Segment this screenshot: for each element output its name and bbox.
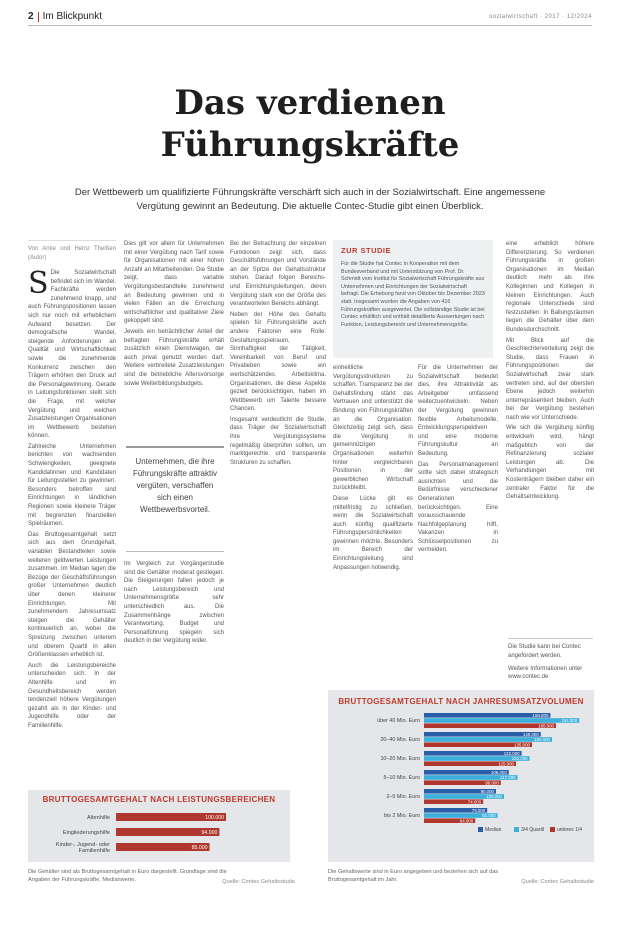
paragraph: Diese Lücke gilt es mittelfristig zu schließen, wenn die Sozialwirtschaft auch künftig qualifizierte Führungspersönlichkeiten gewinnen möchte. Besonders im Bereich der Einrichtungsleitung sind Anpassungen notwendig. xyxy=(333,495,413,571)
paragraph: Das Bruttogesamtgehalt setzt sich aus dem Grundgehalt, variablen Bestandteilen sowie weiteren geldwerten Leistungen zusammen. Im Median lagen die Bezüge der Geschäftsführungen großer Unternehmen deutlich über denen kleinerer Einrichtungen. Mit zunehmendem Jahresumsatz steigen die Gehälter kontinuierlich an, wobei die Spreizung zwischen unterem und oberem Quartil in allen Größenklassen erheblich ist. xyxy=(28,531,116,659)
paragraph: Neben der Höhe des Gehalts spielen für Führungskräfte auch andere Faktoren eine Rolle: Gestaltungsspielraum, Sinnhaftigkeit der Tätigkeit, Vereinbarkeit von Beruf und Privatleben sowie ein wertschätzendes Arbeitsklima. Organisationen, die diese Aspekte gezielt berücksichtigen, haben im Wettbewerb um Talente bessere Chancen. xyxy=(230,311,326,413)
legend-swatch xyxy=(514,827,519,832)
value-label: 100.000 xyxy=(205,815,224,821)
legend-label: unteres 1/4 xyxy=(557,827,583,833)
value-label: 132.000 xyxy=(511,756,528,762)
value-label: 79.000 xyxy=(471,808,486,813)
value-label: 117.000 xyxy=(500,775,516,781)
paragraph: Die Sozialwirtschaft befindet sich im Wandel. Fachkräfte werden zunehmend knapp, und auch Führungspositionen lassen sich nur noch mit erheblichem Aufwand besetzen. Der demografische Wandel, steigende Anforderungen an Qualität und Wirtschaftlichkeit sowie die zunehmende Konkurrenz zwischen den Trägern erhöhen den Druck auf die Personalgewinnung. Gerade in Leitungsfunktionen stellt sich die Frage, mit welcher Vergütung und welchen Zusatzleistungen Organisationen im Wettbewerb bestehen können. xyxy=(28,270,116,440)
paragraph: Das Personalmanagement sollte sich dabei strategisch ausrichten und die Bedürfnisse verschiedener Generationen berücksichtigen. Eine vorausschauende Nachfolgeplanung hilft, Vakanzen in Schlüsselpositionen zu vermeiden. xyxy=(418,461,498,554)
value-label: 194.000 xyxy=(561,718,578,724)
value-label: 100.000 xyxy=(486,794,502,800)
legend-label: 3/4 Quartil xyxy=(521,827,545,833)
category-label: Familienhilfe xyxy=(78,848,110,854)
paragraph: Jeweils ein beträchtlicher Anteil der befragten Führungskräfte erhält zusätzlich einen Dienstwagen, der auch privat genutzt werden darf. Weitere verbreitete Zusatzleistungen sind die betriebliche Altersvorsorge sowie Weiterbildungsbudgets. xyxy=(124,328,224,387)
paragraph: Bei der Betrachtung der einzelnen Funktionen zeigt sich, dass Geschäftsführungen und Vorstände an der Spitze der Gehaltsstruktur stehen. Darauf folgen Bereichs- und Einrichtungsleitungen, deren Vergütung stark von der Größe des verantworteten Bereichs abhängt. xyxy=(230,241,326,308)
header-left xyxy=(28,11,102,22)
value-label: 106.000 xyxy=(490,770,507,775)
legend-swatch xyxy=(478,827,483,832)
value-label: 160.000 xyxy=(534,737,550,743)
chart-title: BRUTTOGESAMTGEHALT NACH JAHRESUMSATZVOLUMEN xyxy=(338,697,584,706)
side-note-text: Die Studie kann bei Contec angefordert werden. xyxy=(508,644,581,659)
info-box-title: ZUR STUDIE xyxy=(341,246,391,255)
paragraph: Im Vergleich zur Vorgängerstudie sind die Gehälter moderat gestiegen. Die Steigerungen fallen jedoch je nach Leistungsbereich und Unternehmensgröße sehr unterschiedlich aus. Die Zusammenhänge zwischen Verantwortung, Budget und Personalführung spiegeln sich deutlich in der Vergütung wider. xyxy=(124,561,224,645)
chart-leistungsbereiche xyxy=(28,790,290,862)
value-label: 135.000 xyxy=(514,742,530,748)
paragraph: Für die Unternehmen der Sozialwirtschaft bedeutet dies, ihre Attraktivität als Arbeitgeber umfassend weiterzuentwickeln. Neben der Vergütung gewinnen flexible Arbeitsmodelle, Entwicklungsperspektiven und eine moderne Führungskultur an Bedeutung. xyxy=(418,365,498,457)
value-label: 94.000 xyxy=(201,830,218,836)
article-column-4 xyxy=(333,364,413,666)
bar-median xyxy=(424,713,550,718)
value-label: 122.000 xyxy=(503,751,520,756)
legend-swatch xyxy=(550,827,555,832)
paragraph: eine erheblich höhere Differenzierung. So verdienen Führungskräfte in großen Organisationen im Median deutlich mehr als ihre Kolleginnen und Kollegen in kleinen Einrichtungen. Auch regionale Unterschiede sind festzustellen: In Ballungsräumen liegen die Gehälter über dem Bundesdurchschnitt. xyxy=(506,241,594,333)
article-column-2-bottom xyxy=(124,560,224,778)
running-header xyxy=(28,8,592,26)
chart-left-credit: Quelle: Contec Gehaltsstudie xyxy=(222,879,295,885)
chart-jahresumsatz xyxy=(328,690,594,862)
paragraph: Dies gilt vor allem für Unternehmen mit einer Vergütung nach Tarif sowie für Organisationen mit einer hohen Anzahl an Mitarbeitenden. Die Studie zeigt, dass variable Vergütungsbestandteile zunehmend an Bedeutung gewinnen und in vielen Fällen an die Erreichung wirtschaftlicher und qualitativer Ziele gekoppelt sind. xyxy=(124,241,224,325)
value-label: 64.000 xyxy=(459,818,474,824)
article-column-3 xyxy=(230,240,326,777)
value-label: 146.000 xyxy=(522,732,539,737)
category-label: 20–40 Mio. Euro xyxy=(380,737,420,743)
category-label: 5–10 Mio. Euro xyxy=(383,775,420,781)
category-label: Altenhilfe xyxy=(86,815,110,821)
chart-right-credit: Quelle: Contec Gehaltsstudie xyxy=(521,879,594,885)
paragraph: Mit Blick auf die Geschlechterverteilung zeigt die Studie, dass Frauen in Führungspositionen der Sozialwirtschaft zwar stark vertreten sind, auf der obersten Ebene jedoch weiterhin unterrepräsentiert bleiben. Auch bei der Vergütung bestehen nach wie vor Unterschiede. xyxy=(506,337,594,421)
category-label: Eingliederungshilfe xyxy=(62,830,110,836)
byline: Von Anke und Heinz Theißen (Autor) xyxy=(28,240,116,263)
category-label: über 40 Mio. Euro xyxy=(377,718,420,724)
bar-3-4-quartil xyxy=(424,718,579,723)
value-label: 85.000 xyxy=(191,845,208,851)
value-label: 158.000 xyxy=(532,713,549,718)
paragraph: Zahlreiche Unternehmen berichten von wachsenden Schwierigkeiten, geeignete Kandidatinnen und Kandidaten für Leitungsstellen zu gewinnen. Besonders betroffen sind Einrichtungen in ländlichen Regionen sowie kleinere Träger mit begrenzten finanziellen Spielräumen. xyxy=(28,443,116,528)
lead-paragraph: Der Wettbewerb um qualifizierte Führungskräfte verschärft sich auch in der Sozialwirtschaft. Eine angemessene Vergütung gewinnt an Bedeutung. Die aktuelle Contec-Studie gibt einen Überblick. xyxy=(74,187,546,212)
paragraph: Wie sich die Vergütung künftig entwickeln wird, hängt maßgeblich von der Refinanzierung sozialer Leistungen ab. Die Verhandlungen mit Kostenträgern bleiben daher ein zentraler Faktor für die Gehaltsentwicklung. xyxy=(506,425,594,501)
chart-left-svg xyxy=(28,805,290,862)
value-label: 74.000 xyxy=(467,799,482,805)
info-box-study xyxy=(333,240,493,358)
article-column-1 xyxy=(28,240,116,787)
value-label: 90.000 xyxy=(480,789,494,794)
paragraph: Auch die Leistungsbereiche unterscheiden sich: In der Altenhilfe und im Gesundheitsbereich werden tendenziell höhere Vergütungen gezahlt als in der Kinder- und Jugendhilfe oder der Familienhilfe. xyxy=(28,662,116,729)
side-note-text: Weitere Informationen unter www.contec.de xyxy=(508,665,583,681)
bar-unteres-1-4 xyxy=(424,723,556,728)
value-label: 165.000 xyxy=(538,723,554,729)
section-name: Im Blickpunkt xyxy=(42,11,103,22)
category-label: 10–20 Mio. Euro xyxy=(380,756,420,762)
drop-cap: S xyxy=(28,266,49,301)
value-label: 92.000 xyxy=(482,813,496,819)
info-box-text: Für die Studie hat Contec in Kooperation mit dem Bundesverband und mit Unterstützung von Prof. Dr. Schmidt vom Institut für Sozialwirtschaft Führungskräfte aus Unternehmen und Einrichtungen der Sozialwirtschaft befragt. Die Erhebung fand von Oktober bis Dezember 2023 statt. Insgesamt wurden die Angaben von 416 Führungskräften ausgewertet. Die vollständige Studie ist bei Contec erhältlich und enthält detaillierte Auswertungen nach Funktion, Leistungsbereich und Unternehmensgröße. xyxy=(341,261,485,328)
value-label: 96.000 xyxy=(485,780,499,786)
chart-right-svg xyxy=(328,707,594,847)
bar-3-4-quartil xyxy=(424,737,552,742)
category-label: bis 2 Mio. Euro xyxy=(384,813,420,819)
column-1-text xyxy=(28,266,116,730)
pull-quote: Unternehmen, die ihre Führungskräfte attraktiv vergüten, verschaffen sich einen Wettbewerbsvorteil. xyxy=(126,446,224,552)
value-label: 115.000 xyxy=(498,761,514,767)
paragraph: einheitliche Vergütungsstrukturen zu schaffen. Transparenz bei der Gehaltsfindung stärkt das Vertrauen und unterstützt die Bindung von Führungskräften an die Organisation. Gleichzeitig zeigt sich, dass die Vergütung in gemeinnützigen Organisationen weiterhin hinter vergleichbaren Positionen in der gewerblichen Wirtschaft zurückbleibt. xyxy=(333,365,413,492)
category-label: Kinder-, Jugend- oder xyxy=(55,842,110,848)
article-column-5 xyxy=(418,364,498,666)
publication-info: sozialwirtschaft · 2017 · 12/2024 xyxy=(489,13,592,20)
headline: Das verdienen Führungskräfte xyxy=(160,83,460,165)
chart-left-caption: Die Gehälter sind als Bruttogesamtgehalt in Euro dargestellt. Grundlage sind die Angaben der Führungskräfte, Medianwerte. xyxy=(28,869,227,883)
header-separator xyxy=(38,12,39,22)
side-note xyxy=(508,638,593,682)
article-column-2-top xyxy=(124,240,224,438)
category-label: 2–5 Mio. Euro xyxy=(386,794,420,800)
paragraph: Insgesamt verdeutlicht die Studie, dass Träger der Sozialwirtschaft ihre Vergütungssysteme regelmäßig überprüfen sollten, um marktgerechte und transparente Strukturen zu schaffen. xyxy=(230,416,326,466)
article-column-6 xyxy=(506,240,594,632)
page-number: 2 xyxy=(28,11,34,22)
legend-label: Median xyxy=(485,827,502,833)
chart-right-caption: Die Gehaltswerte sind in Euro angegeben und beziehen sich auf das Bruttogesamtgehalt im Jahr. xyxy=(328,869,499,883)
chart-title: BRUTTOGESAMTGEHALT NACH LEISTUNGSBEREICHEN xyxy=(42,795,276,804)
